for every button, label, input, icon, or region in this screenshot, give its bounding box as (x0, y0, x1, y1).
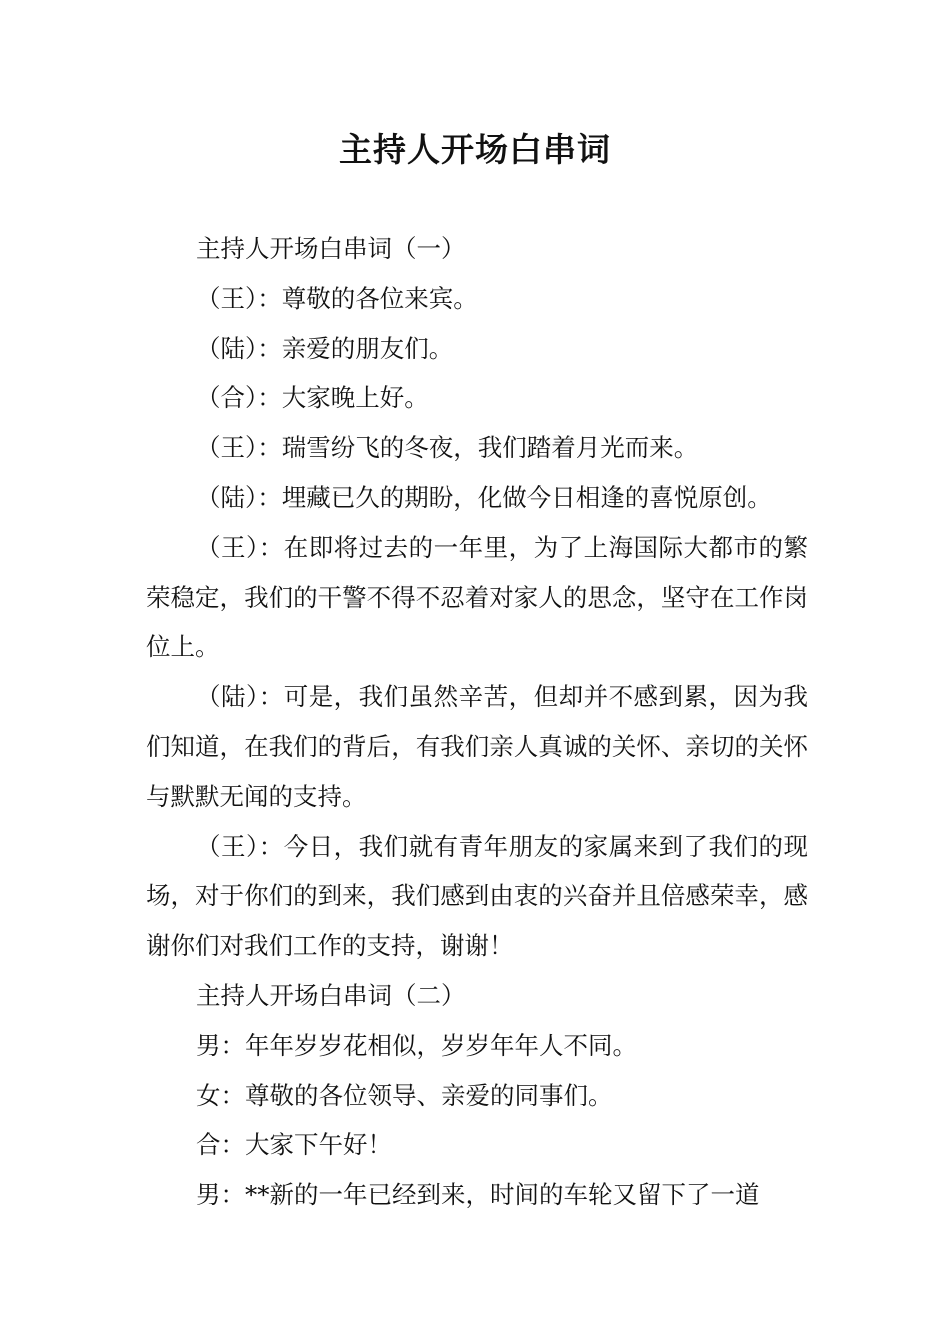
paragraph: （陆）：可是，我们虽然辛苦，但却并不感到累，因为我们知道，在我们的背后，有我们亲人真诚的关怀、亲切的关怀与默默无闻的支持。 (146, 682, 808, 811)
document-body (146, 224, 808, 1220)
paragraph: （王）：在即将过去的一年里，为了上海国际大都市的繁荣稳定，我们的干警不得不忍着对家人的思念，坚守在工作岗位上。 (146, 532, 808, 662)
paragraph: （陆）：埋藏已久的期盼，化做今日相逢的喜悦原创。 (196, 482, 772, 512)
paragraph: 男：**新的一年已经到来，时间的车轮又留下了一道 (196, 1180, 760, 1210)
paragraph: （王）：瑞雪纷飞的冬夜，我们踏着月光而来。 (196, 433, 699, 463)
paragraph: （王）：今日，我们就有青年朋友的家属来到了我们的现场，对于你们的到来，我们感到由衷的兴奋并且倍感荣幸，感谢你们对我们工作的支持，谢谢！ (146, 831, 808, 961)
paragraph: 男：年年岁岁花相似，岁岁年年人不同。 (196, 1030, 637, 1060)
paragraph-section-heading-1: 主持人开场白串词（一） (196, 234, 466, 263)
paragraph: （陆）：亲爱的朋友们。 (196, 333, 454, 363)
paragraph: 女：尊敬的各位领导、亲爱的同事们。 (196, 1080, 613, 1110)
paragraph: 合：大家下午好！ (196, 1130, 392, 1160)
paragraph-section-heading-2: 主持人开场白串词（二） (196, 980, 466, 1010)
paragraph: （合）：大家晚上好。 (196, 383, 429, 413)
document-title: 主持人开场白串词 (339, 130, 611, 169)
paragraph: （王）：尊敬的各位来宾。 (196, 283, 478, 313)
